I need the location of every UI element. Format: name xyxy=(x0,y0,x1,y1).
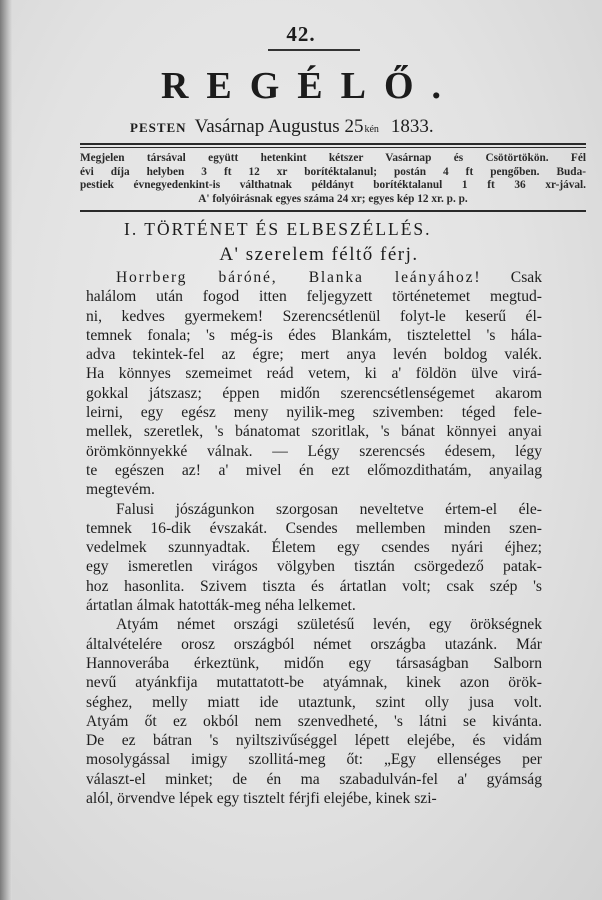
line-text: Atyám német országi születésű levén, egy örökségnek xyxy=(116,616,542,634)
body-line xyxy=(86,403,542,422)
line-text: választ-el minket; de én ma szabadulván-fel a' gyámság xyxy=(86,770,542,788)
line-text: séghez, melly miatt ide utaztunk, szint olly jusa volt. xyxy=(86,693,542,711)
line-text: örömkönnyekké válnak. — Légy szerencsés édesem, légy xyxy=(86,442,542,460)
line-text: alól, örvendve lépek egy tisztelt férjfi elejébe, kinek szi- xyxy=(86,790,437,808)
body-line xyxy=(86,500,542,519)
body-line xyxy=(86,538,542,557)
notice-line: pestiek évnegyedenkint-is válthatnak példányt borítéktalanul 1 ft 36 xr-jával. xyxy=(80,179,586,192)
line-text: temnek fonala; 's még-is édes Blankám, tisztelettel 's hála- xyxy=(86,326,542,344)
letterspaced-salutation: Horrberg báróné, Blanka leányához! xyxy=(116,269,482,286)
line-text: mellek, szeretlek, 's bánatomat szoritlak, 's bánat könnyei anyai xyxy=(86,423,542,441)
header-rule-thin xyxy=(80,147,586,148)
line-text: mosolygással imigy szollitá-meg őt: „Egy ellenséges per xyxy=(86,751,542,769)
dateline-city: PESTEN xyxy=(130,120,187,135)
binding-shadow xyxy=(0,0,12,900)
body-line xyxy=(86,577,542,596)
line-text: Csak xyxy=(481,269,542,286)
line-text: Ha könnyes szemeimet reád vetem, ki a' földön ülve virá- xyxy=(86,365,542,383)
line-text: Atyám őt ez okból nem szenvedheté, 's látni se kivánta. xyxy=(86,712,542,730)
header-rule-thick xyxy=(80,143,586,145)
line-text: megtevém. xyxy=(86,481,155,499)
line-text: egy ismeretlen virágos völgyben tisztán csörgedező patak- xyxy=(86,558,542,576)
issue-number: 42. xyxy=(286,22,316,46)
body-line xyxy=(86,750,542,769)
notice-line: A' folyóirásnak egyes száma 24 xr; egyes kép 12 xr. p. p. xyxy=(198,192,468,205)
body-line xyxy=(86,673,542,692)
line-text: nevű atyánkfija mutattatott-be atyámnak, kinek azon örök- xyxy=(86,674,542,692)
body-line xyxy=(86,307,542,326)
body-line xyxy=(86,635,542,654)
body-line xyxy=(86,442,542,461)
body-line xyxy=(86,268,542,287)
body-line xyxy=(86,557,542,576)
line-text: te egészen az! a' mivel én ezt előmozdithatám, anyailag xyxy=(86,461,542,479)
body-line xyxy=(86,770,542,789)
line-text: halálom után fogod itten feljegyzett történetemet megtud- xyxy=(86,288,542,306)
dateline xyxy=(130,116,530,138)
body-line xyxy=(86,480,542,499)
line-text: általvételére orosz országból német országba utazánk. Már xyxy=(86,635,542,653)
story-title: A' szerelem féltő férj. xyxy=(219,244,419,265)
line-text: gokkal játszasz; éppen midőn szerencsétlenségemet akarom xyxy=(86,384,542,402)
body-line xyxy=(86,654,542,673)
line-text: Hannoverába érkeztünk, midőn egy társaságban Salborn xyxy=(86,654,542,672)
line-text: leirni, egy egész meny nyilik-meg szivemben: téged fele- xyxy=(86,404,542,422)
body-line xyxy=(86,615,542,634)
dateline-day-suffix: kén xyxy=(364,124,379,135)
body-line xyxy=(86,731,542,750)
body-line xyxy=(86,519,542,538)
line-text: temnek 16-dik évszakát. Csendes mellemben minden szen- xyxy=(86,519,542,537)
notice-line: évi díja helyben 3 ft 12 xr borítéktalanul; postán 4 ft pengőben. Buda- xyxy=(80,165,586,178)
line-text: ártatlan álmak hatották-meg néha lelkemet. xyxy=(86,597,356,615)
body-line xyxy=(86,789,542,808)
body-line xyxy=(86,364,542,383)
line-text: De ez bátran 's nyiltszivűséggel lépett elejébe, és vidám xyxy=(86,732,542,750)
dateline-day: Vasárnap Augustus 25 xyxy=(194,116,364,137)
story-body xyxy=(86,268,542,808)
body-line xyxy=(86,384,542,403)
line-text: ni, kedves gyermekem! Szerencsétlenül folyt-le keserű él- xyxy=(86,307,542,325)
body-line xyxy=(86,345,542,364)
body-line xyxy=(86,596,542,615)
line-text: Falusi jószágunkon szorgosan neveltetve értem-el éle- xyxy=(116,500,542,518)
body-line xyxy=(86,712,542,731)
notice-line: Megjelen társával együtt hetenkint kétszer Vasárnap és Csötörtökön. Fél xyxy=(80,152,586,164)
body-line xyxy=(86,287,542,306)
subscription-notice xyxy=(80,152,586,206)
line-text: adva tekintek-fel az égre; mert anya levén boldog valék. xyxy=(86,346,542,364)
line-text: hoz hasonlita. Szivem tiszta és ártatlan volt; csak szép 's xyxy=(86,577,542,595)
masthead-title: REGÉLŐ. xyxy=(160,65,460,107)
body-line xyxy=(86,693,542,712)
issue-rule xyxy=(268,49,360,51)
notice-rule xyxy=(80,210,586,212)
body-line xyxy=(86,422,542,441)
body-line xyxy=(86,326,542,345)
line-text: vedelmek szunnyadtak. Életem egy csendes nyári éjhez; xyxy=(86,539,542,557)
dateline-year: 1833. xyxy=(390,116,434,137)
section-heading: I. TÖRTÉNET ÉS ELBESZÉLLÉS. xyxy=(124,219,432,239)
body-line xyxy=(86,461,542,480)
